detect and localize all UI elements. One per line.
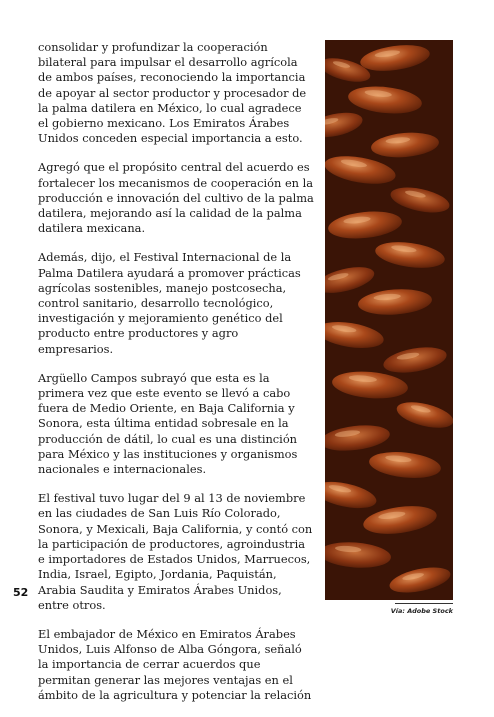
paragraph: Además, dijo, el Festival Internacional de la Palma Datilera ayudará a promover prácticas agrícolas sostenibles, manejo postcosecha, control sanitario, desarrollo tecnológico, investigación y mejoramiento genético del producto entre productores y agro empresarios. <box>38 250 301 356</box>
photo-credit: Vía: Adobe Stock <box>390 607 453 615</box>
paragraph: Argüello Campos subrayó que esta es la primera vez que este evento se llevó a cabo fuera de Medio Oriente, en Baja California y Sonora, esta última entidad sobresale en la producción de dátil, lo cual es una distinción para México y las instituciones y organismos nacionales e internacionales. <box>38 370 298 477</box>
page-number: 52 <box>13 586 29 599</box>
paragraph: El festival tuvo lugar del 9 al 13 de noviembre en las ciudades de San Luis Río Colorado, Sonora, y Mexicali, Baja California, y contó con la participación de productores, agroindustria e importadores de Estados Unidos, Marruecos, India, Israel, Egipto, Jordania, Paquistán, Arabia Saudita y Emiratos Árabes Unidos, entre otros. <box>38 491 313 612</box>
paragraph: Agregó que el propósito central del acuerdo es fortalecer los mecanismos de cooperación en la producción e innovación del cultivo de la palma datilera, mejorando así la calidad de la palma datilera mexicana. <box>38 160 314 236</box>
paragraph: consolidar y profundizar la cooperación bilateral para impulsar el desarrollo agrícola de ambos países, reconociendo la importancia de apoyar al sector productor y procesador de la palma datilera en México, lo cual agradece el gobierno mexicano. Los Emiratos Árabes Unidos conceden especial importancia a esto. <box>38 40 307 146</box>
article-body <box>38 40 314 717</box>
credit-rule <box>395 603 453 604</box>
dates-photo <box>325 40 453 600</box>
paragraph: El embajador de México en Emiratos Árabes Unidos, Luis Alfonso de Alba Góngora, señaló la importancia de cerrar acuerdos que permitan generar las mejores ventajas en el ámbito de la agricultura y potenciar la relación <box>38 626 312 702</box>
dates-illustration <box>325 40 453 600</box>
